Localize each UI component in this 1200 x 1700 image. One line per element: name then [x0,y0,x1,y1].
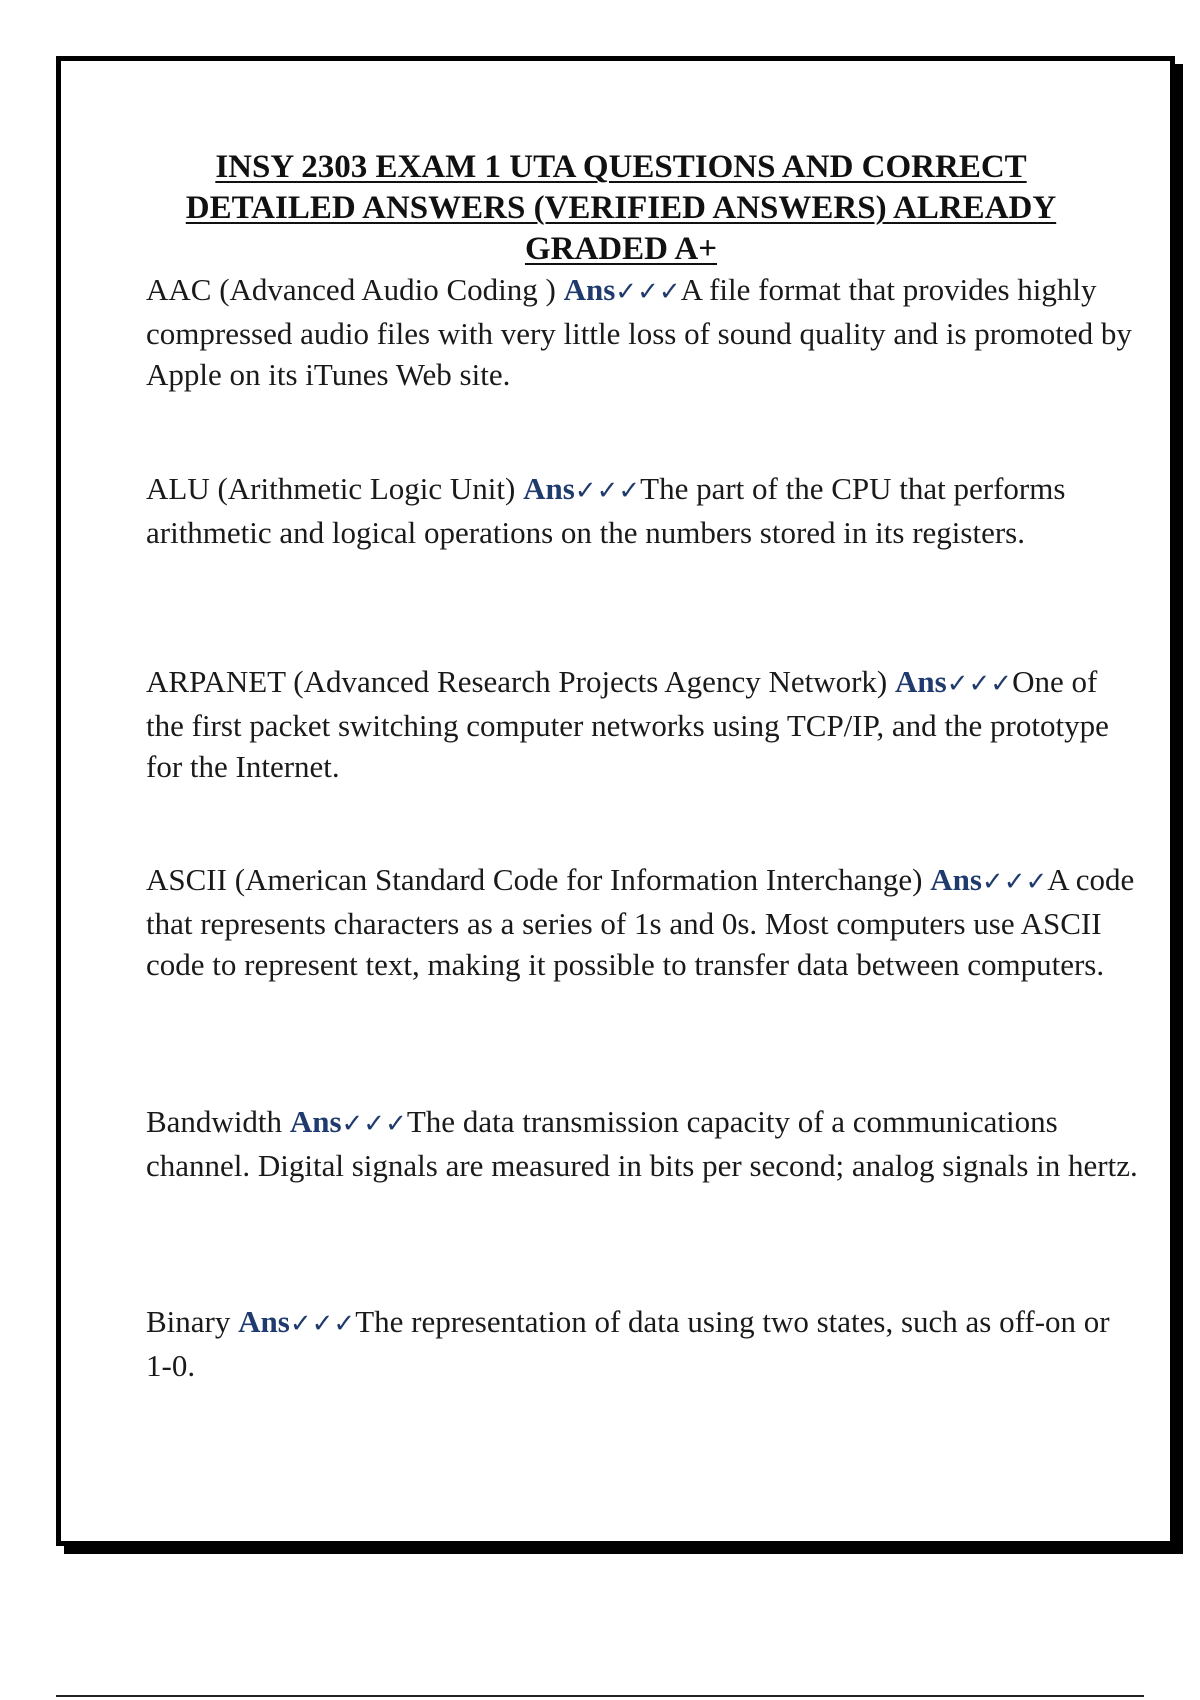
checkmarks-icon: ✓✓✓ [981,867,1048,897]
checkmarks-icon: ✓✓✓ [946,669,1013,699]
answer-label: Ans [930,862,982,897]
answer-label: Ans [895,664,947,699]
definition-binary: The representation of data using two states, such as off-on or 1-0. [146,1304,1110,1383]
term-ascii: ASCII (American Standard Code for Information Interchange) [146,862,931,897]
title-line-3: GRADED A+ [524,231,718,267]
document-page [56,56,1175,1546]
document-title [171,147,1071,270]
answer-label: Ans [238,1304,290,1339]
footer-divider [56,1695,1144,1697]
qa-entry-aac [146,269,1141,395]
definition-alu: The part of the CPU that performs arithmetic and logical operations on the numbers stored in its registers. [146,471,1066,550]
qa-entry-alu [146,468,1141,553]
answer-label: Ans [289,1104,342,1139]
definition-aac: A file format that provides highly compressed audio files with very little loss of sound quality and is promoted by Apple on its iTunes Web site. [146,272,1132,392]
term-binary: Binary [146,1304,239,1339]
term-bandwidth: Bandwidth [146,1104,290,1139]
qa-entry-arpanet [146,661,1141,787]
definition-arpanet: One of the first packet switching computer networks using TCP/IP, and the prototype for the Internet. [146,664,1109,784]
checkmarks-icon: ✓✓✓ [574,476,641,506]
answer-label: Ans [523,471,575,506]
definition-bandwidth: The data transmission capacity of a communications channel. Digital signals are measured in bits per second; analog signals in hertz. [146,1104,1138,1183]
checkmarks-icon: ✓✓✓ [615,277,681,307]
qa-entry-bandwidth [146,1101,1141,1186]
title-line-2: DETAILED ANSWERS (VERIFIED ANSWERS) ALREADY [185,190,1057,226]
definition-ascii: A code that represents characters as a series of 1s and 0s. Most computers use ASCII code to represent text, making it possible to transfer data between computers. [146,862,1135,982]
term-arpanet: ARPANET (Advanced Research Projects Agency Network) [146,664,895,699]
term-aac: AAC (Advanced Audio Coding ) [146,272,564,307]
term-alu: ALU (Arithmetic Logic Unit) [146,471,524,506]
qa-entry-binary [146,1301,1141,1386]
qa-entry-ascii [146,859,1141,985]
title-line-1: INSY 2303 EXAM 1 UTA QUESTIONS AND CORRECT [215,149,1027,185]
answer-label: Ans [563,272,616,307]
checkmarks-icon: ✓✓✓ [341,1109,407,1139]
checkmarks-icon: ✓✓✓ [289,1309,356,1339]
